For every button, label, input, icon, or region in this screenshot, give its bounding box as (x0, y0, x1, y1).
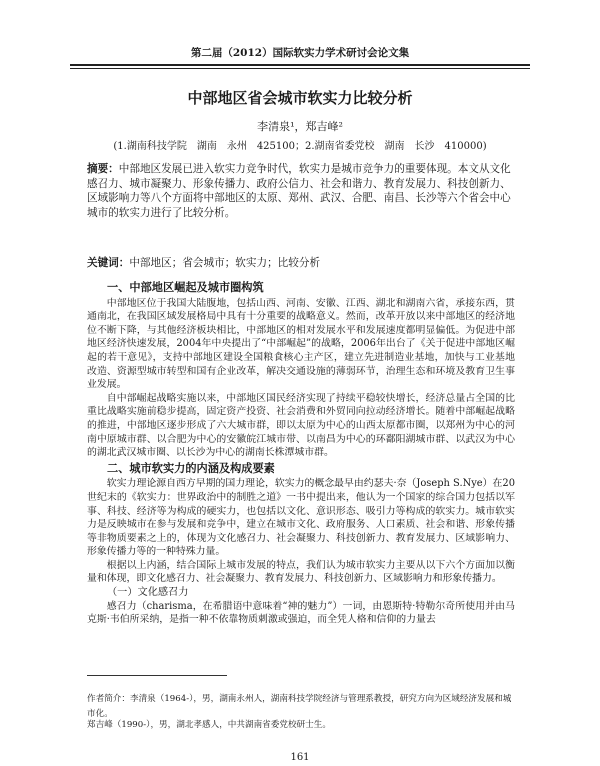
abstract (87, 162, 515, 221)
body-text (87, 272, 515, 627)
footnote-author-2: 郑吉峰（1990-），男，湖北孝感人，中共湖南省委党校研士生。 (87, 720, 331, 730)
section2-paragraph-1: 软实力理论源自西方早期的国力理论，软实力的概念最早由约瑟夫·奈（Joseph S.Nye）在20世纪末的《软实力：世界政治中的制胜之道》一书中提出来，他认为一个国家的综合国力包括以军事、科技、经济等为构成的硬实力，也包括以文化、意识形态、吸引力等构成的软实力。城市软实力是反映城市在参与发展和竞争中，建立在城市文化、政府服务、人口素质、社会和谐、形象传播等非物质要素之上的，体现为文化感召力、社会凝聚力、科技创新力、教育发展力、区域影响力、形象传播力等的一种特殊力量。 (87, 478, 515, 558)
paper-title: 中部地区省会城市软实力比较分析 (187, 89, 413, 107)
authors: 李清泉¹，郑吉峰² (257, 120, 343, 133)
subsection-heading: （一）文化感召力 (107, 587, 189, 599)
section2-paragraph-3: 感召力（charisma，在希腊语中意味着“神的魅力”）一词，由恩斯特·特勒尔奇所使用并由马克斯·韦伯所采纳，是指一种不依靠物质刺激或强迫，而全凭人格和信仰的力量去 (87, 600, 515, 626)
abstract-text: 中部地区发展已进入软实力竞争时代，软实力是城市竞争力的重要体现。本文从文化感召力、城市凝聚力、形象传播力、政府公信力、社会和谐力、教育发展力、科技创新力、区域影响力等八个方面将中部地区的太原、郑州、武汉、合肥、南昌、长沙等六个省会中心城市的软实力进行了比较分析。 (87, 163, 511, 220)
section1-paragraph-2: 自中部崛起战略实施以来，中部地区国民经济实现了持续平稳较快增长，经济总量占全国的比重比战略实施前稳步提高，固定资产投资、社会消费和外贸同向拉动经济增长。随着中部崛起战略的推进，中部地区逐步形成了六大城市群，即以太原为中心的山西太原都市圈，以郑州为中心的河南中原城市群、以合肥为中心的安徽皖江城市带、以南昌为中心的环鄱阳湖城市群、以武汉为中心的湖北武汉城市圈、以长沙为中心的湖南长株潭城市群。 (87, 392, 515, 459)
affiliation: (1.湖南科技学院 湖南 永州 425100；2.湖南省委党校 湖南 长沙 410000) (113, 141, 487, 152)
section1-heading: 一、中部地区崛起及城市圈构筑 (107, 280, 264, 294)
abstract-label: 摘要： (87, 163, 119, 175)
page-number: 161 (290, 752, 310, 763)
running-header: 第二届（2012）国际软实力学术研讨会论文集 (70, 45, 530, 66)
section2-heading: 二、城市软实力的内涵及构成要素 (107, 460, 275, 475)
keywords-text: 中部地区；省会城市；软实力；比较分析 (129, 257, 321, 269)
section1-paragraph-1: 中部地区位于我国大陆腹地，包括山西、河南、安徽、江西、湖北和湖南六省，承接东西，贯通南北，在我国区域发展格局中具有十分重要的战略意义。然而，改革开放以来中部地区的经济地位不断下降，与其他经济板块相比，中部地区的相对发展水平和发展速度都明显偏低。为促进中部地区经济快速发展，2004年中央提出了“中部崛起”的战略，2006年出台了《关于促进中部地区崛起的若干意见》，支持中部地区建设全国粮食核心主产区，建立先进制造业基地，加快与工业基地改造、资源型城市转型和国有企业改革，解决交通设施的薄弱环节，治理生态和环境及教育卫生事业发展。 (87, 297, 515, 391)
keywords-label: 关键词： (87, 257, 130, 269)
footnote-rule (87, 675, 227, 676)
footnote-author-1: 作者简介：李清泉（1964-），男，湖南永州人，湖南科技学院经济与管理系教授，研究方向为区域经济发展和城市化。 (87, 694, 512, 719)
section2-paragraph-2: 根据以上内涵，结合国际上城市发展的特点，我们认为城市软实力主要从以下六个方面加以衡量和体现，即文化感召力、社会凝聚力、教育发展力、科技创新力、区域影响力和形象传播力。 (87, 559, 515, 585)
keywords (87, 255, 515, 270)
